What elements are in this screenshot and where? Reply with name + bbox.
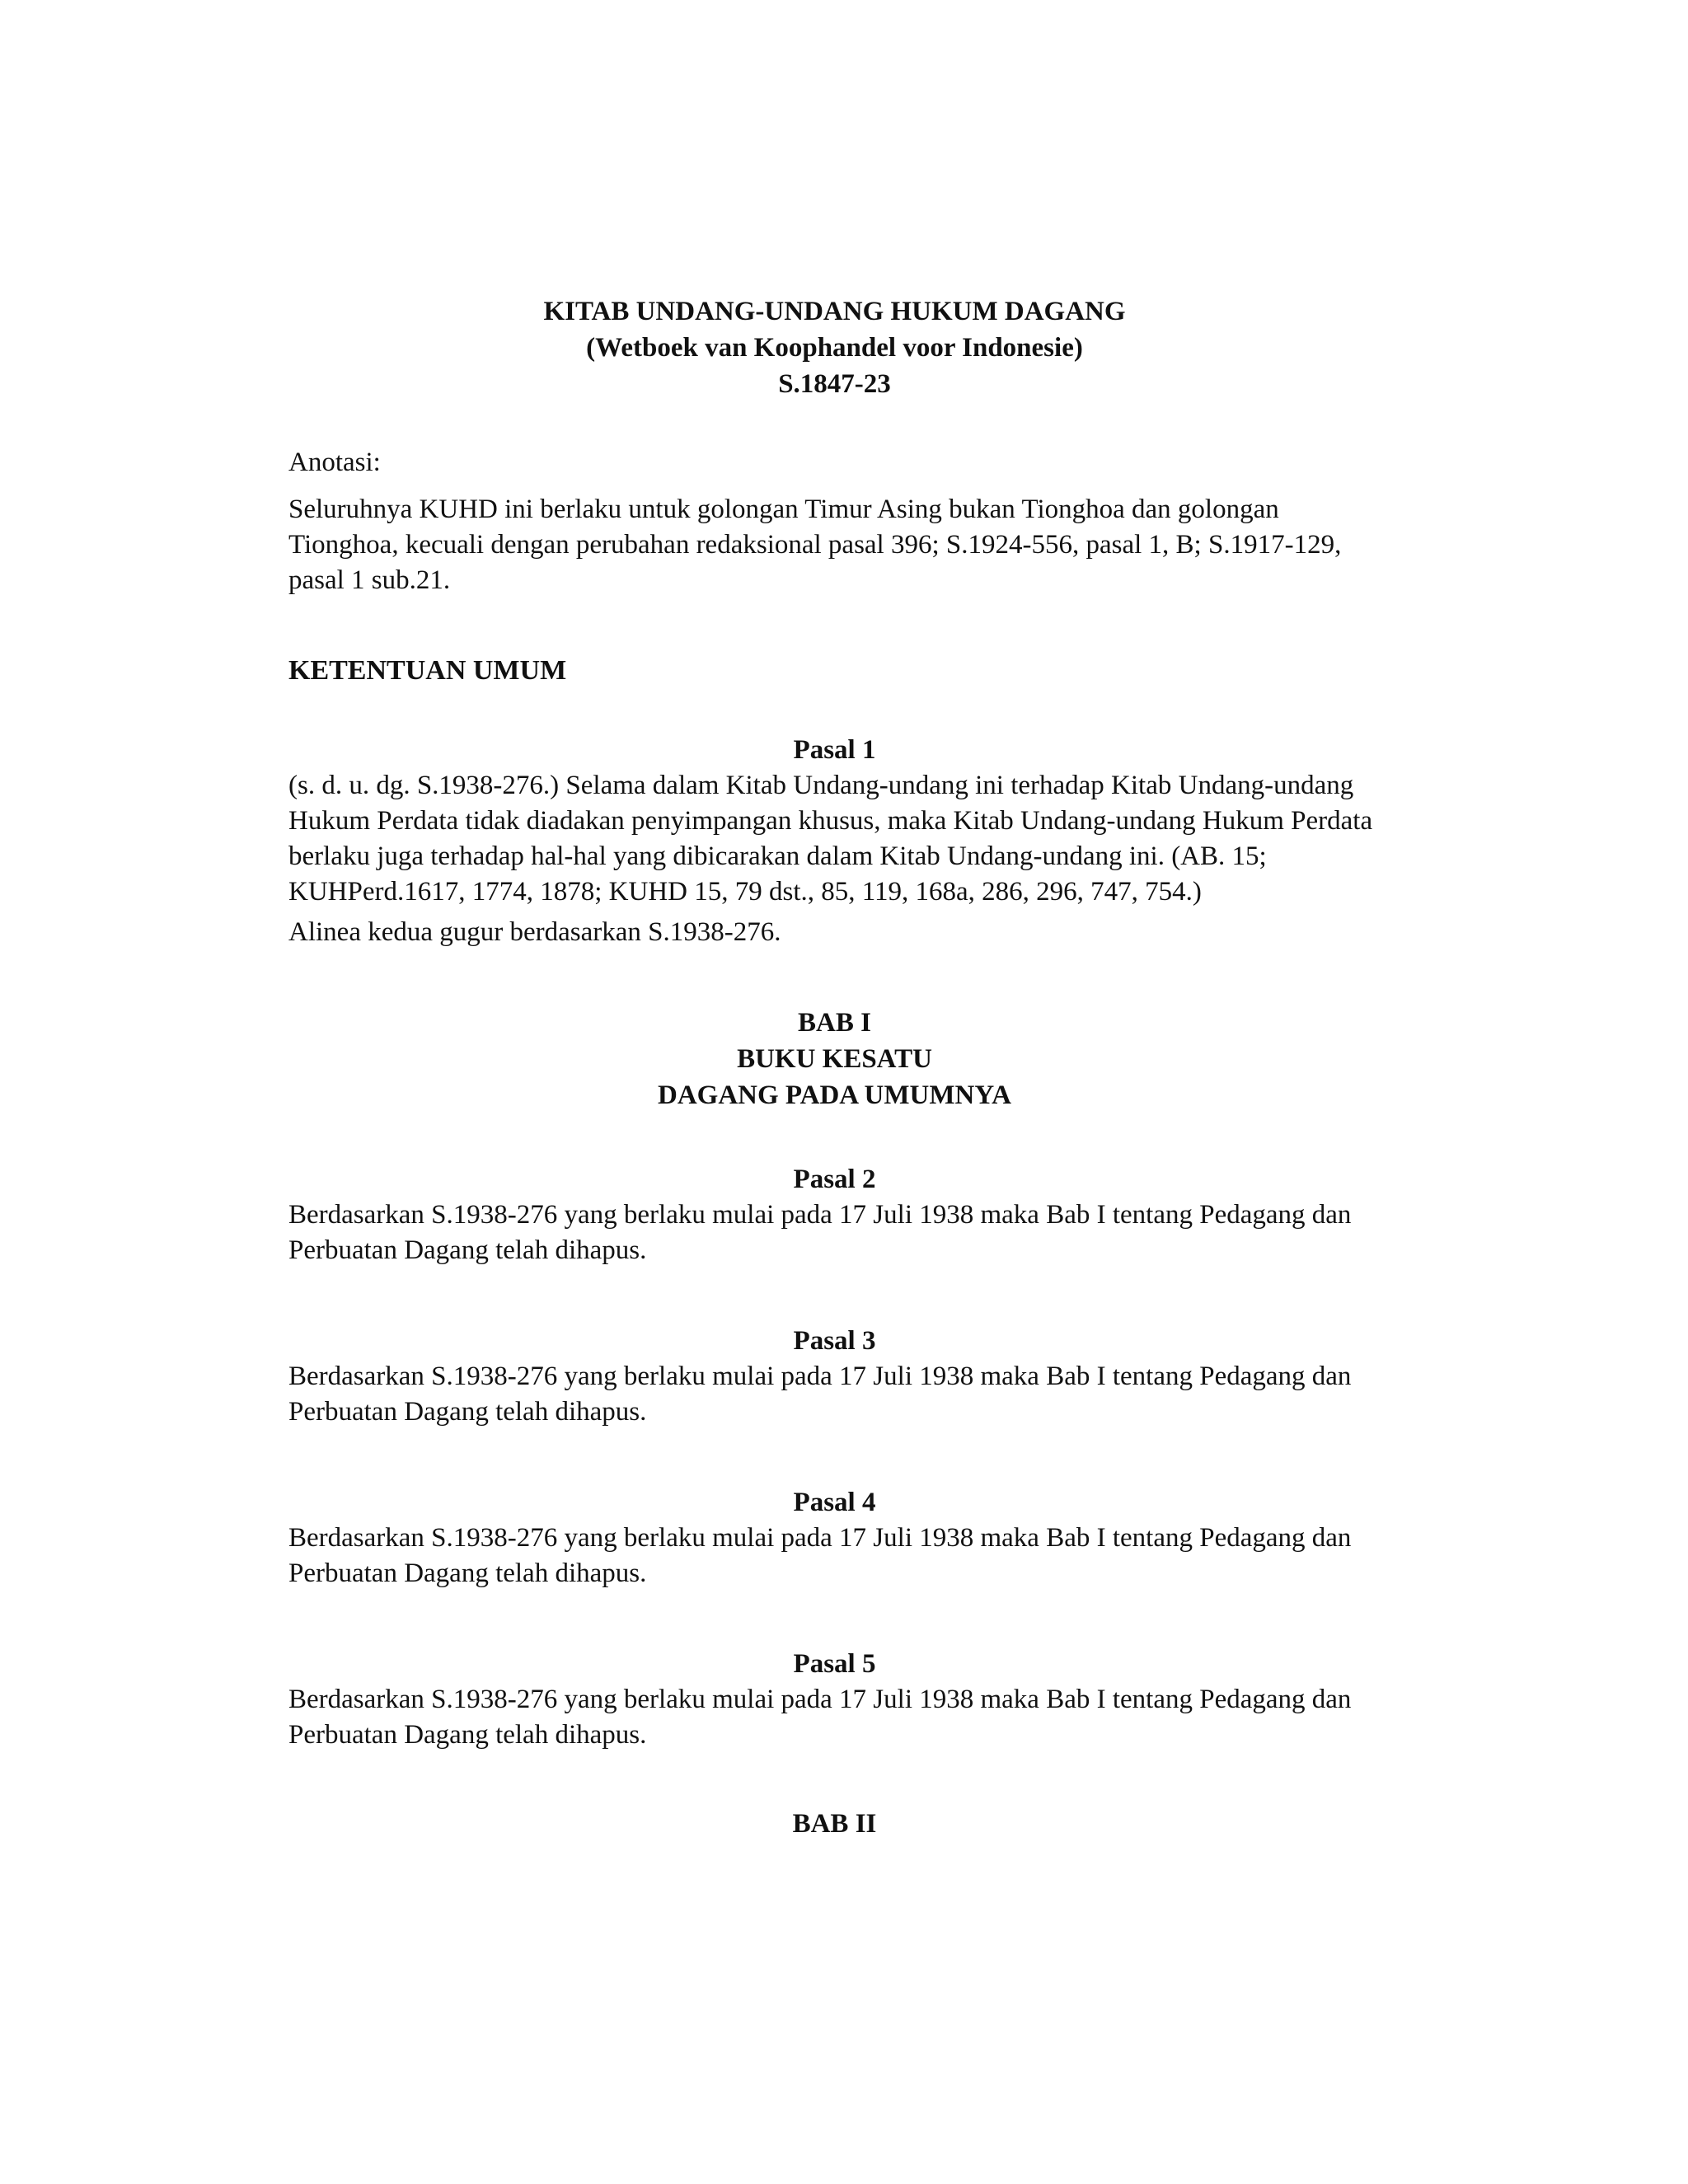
pasal-1 xyxy=(288,732,1381,950)
anotasi-text: Seluruhnya KUHD ini berlaku untuk golongan Timur Asing bukan Tionghoa dan golongan Tionghoa, kecuali dengan perubahan redaksional pasal 396; S.1924-556, pasal 1, B; S.1917-129, pasal 1 sub.21. xyxy=(288,494,1342,595)
pasal-2 xyxy=(288,1161,1381,1268)
pasal-5-text: Berdasarkan S.1938-276 yang berlaku mulai pada 17 Juli 1938 maka Bab I tentang Pedagang dan Perbuatan Dagang telah dihapus. xyxy=(288,1685,1352,1750)
pasal-3-title: Pasal 3 xyxy=(793,1326,876,1356)
pasal-2-title: Pasal 2 xyxy=(793,1165,876,1194)
pasal-2-text: Berdasarkan S.1938-276 yang berlaku mulai pada 17 Juli 1938 maka Bab I tentang Pedagang dan Perbuatan Dagang telah dihapus. xyxy=(288,1200,1352,1265)
title-line-1: KITAB UNDANG-UNDANG HUKUM DAGANG xyxy=(543,297,1126,326)
ketentuan-umum-heading: KETENTUAN UMUM xyxy=(288,655,567,686)
pasal-1-note: Alinea kedua gugur berdasarkan S.1938-276. xyxy=(288,917,781,947)
pasal-3-text: Berdasarkan S.1938-276 yang berlaku mulai pada 17 Juli 1938 maka Bab I tentang Pedagang dan Perbuatan Dagang telah dihapus. xyxy=(288,1361,1352,1427)
pasal-1-text: (s. d. u. dg. S.1938-276.) Selama dalam Kitab Undang-undang ini terhadap Kitab Undang-undang Hukum Perdata tidak diadakan penyimpangan khusus, maka Kitab Undang-undang Hukum Perdata berlaku juga terhadap hal-hal yang dibicarakan dalam Kitab Undang-undang ini. (AB. 15; KUHPerd.1617, 1774, 1878; KUHD 15, 79 dst., 85, 119, 168a, 286, 296, 747, 754.) xyxy=(288,771,1373,907)
pasal-4-title: Pasal 4 xyxy=(793,1488,876,1517)
anotasi-block xyxy=(288,445,1381,598)
document-title xyxy=(288,293,1381,402)
bab-1-heading xyxy=(288,1005,1381,1113)
pasal-1-title: Pasal 1 xyxy=(793,735,876,765)
bab-1-line-3: DAGANG PADA UMUMNYA xyxy=(658,1080,1011,1110)
bab-1-line-2: BUKU KESATU xyxy=(737,1044,932,1074)
pasal-4-text: Berdasarkan S.1938-276 yang berlaku mulai pada 17 Juli 1938 maka Bab I tentang Pedagang dan Perbuatan Dagang telah dihapus. xyxy=(288,1523,1352,1588)
pasal-5-title: Pasal 5 xyxy=(793,1649,876,1679)
pasal-4 xyxy=(288,1484,1381,1591)
bab-2-heading: BAB II xyxy=(792,1809,877,1839)
title-line-3: S.1847-23 xyxy=(778,369,891,399)
anotasi-label: Anotasi: xyxy=(288,448,381,477)
pasal-5 xyxy=(288,1646,1381,1753)
bab-1-line-1: BAB I xyxy=(798,1008,871,1038)
document-page xyxy=(288,293,1381,1842)
pasal-3 xyxy=(288,1323,1381,1430)
title-line-2: (Wetboek van Koophandel voor Indonesie) xyxy=(586,333,1083,363)
